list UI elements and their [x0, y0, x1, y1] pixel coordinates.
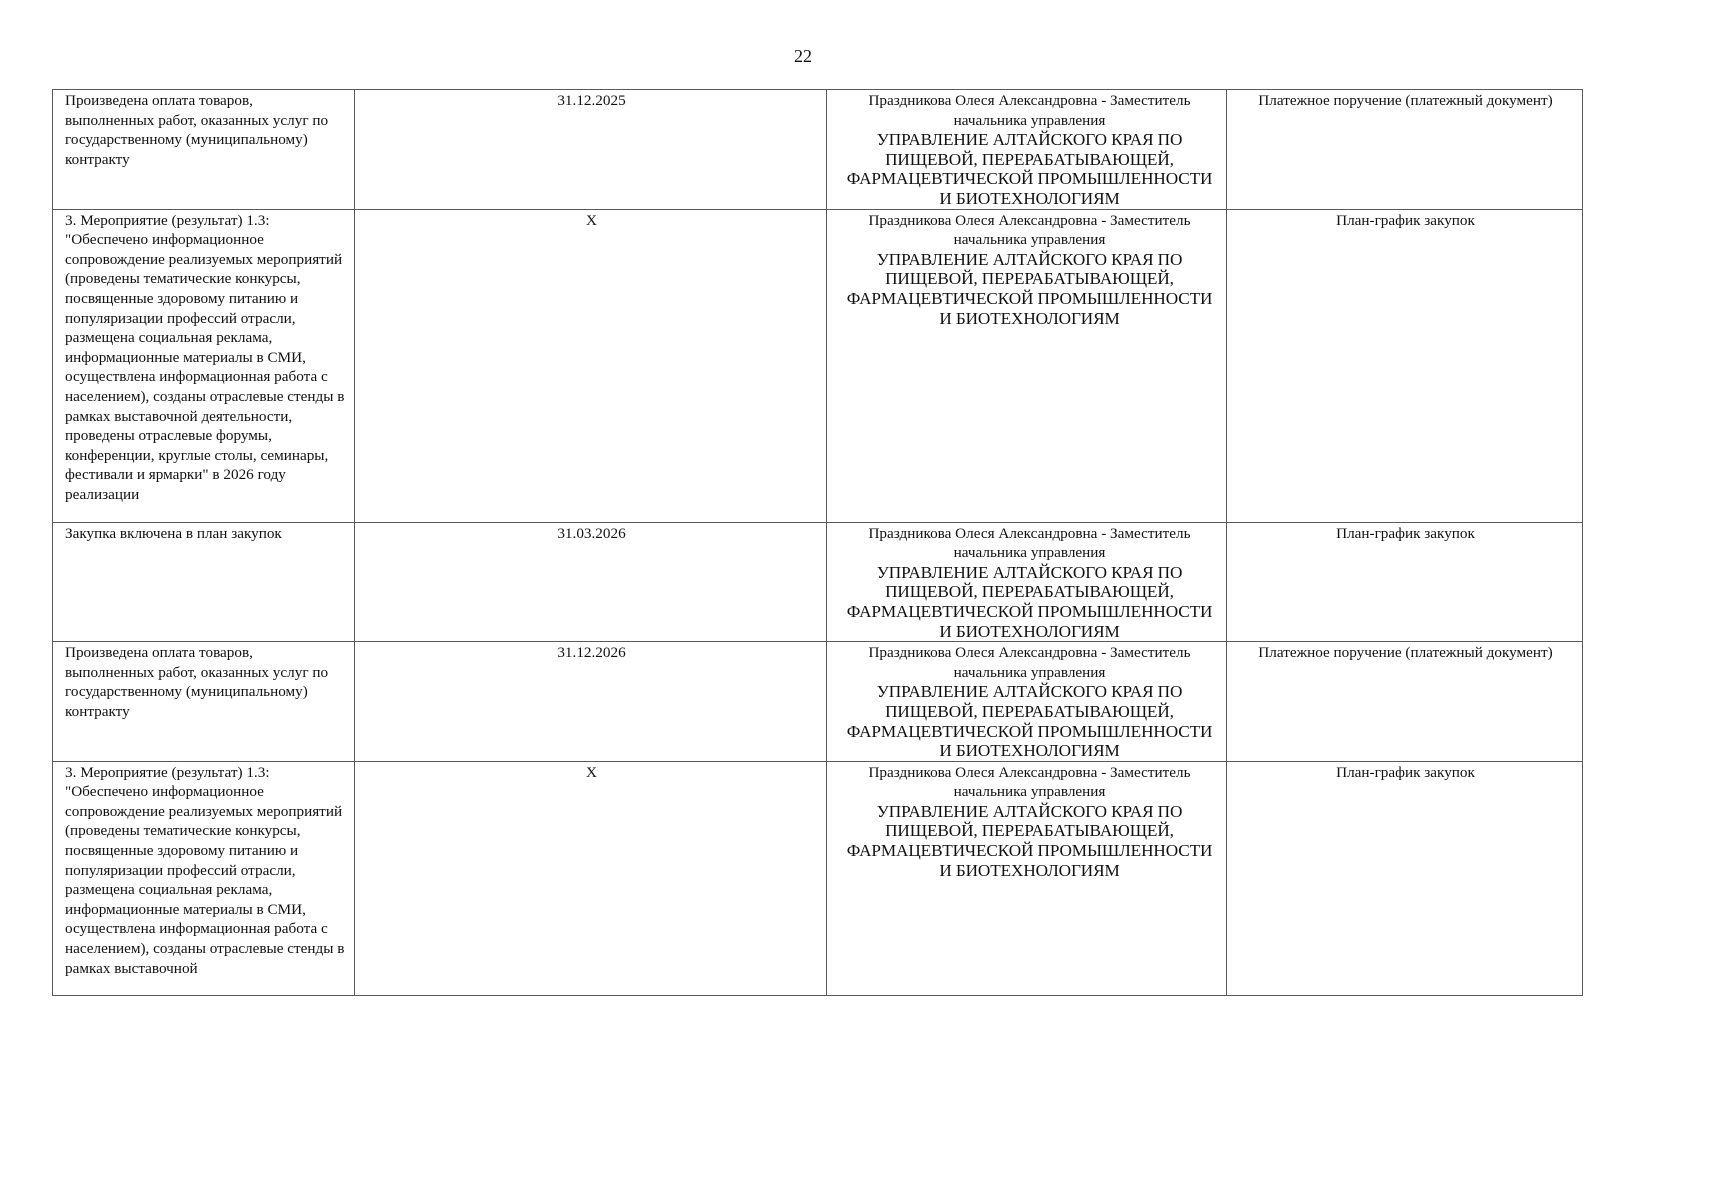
responsible-cell	[827, 522, 1227, 642]
responsible-cell	[827, 90, 1227, 210]
document-cell: План-график закупок	[1227, 761, 1583, 995]
document-cell: План-график закупок	[1227, 522, 1583, 642]
table-row	[53, 522, 1583, 642]
date-cell: 31.03.2026	[355, 522, 827, 642]
responsible-org: УПРАВЛЕНИЕ АЛТАЙСКОГО КРАЯ ПО ПИЩЕВОЙ, ПЕРЕРАБАТЫВАЮЩЕЙ, ФАРМАЦЕВТИЧЕСКОЙ ПРОМЫШЛЕННОСТИ И БИОТЕХНОЛОГИЯМ	[846, 130, 1213, 208]
responsible-org: УПРАВЛЕНИЕ АЛТАЙСКОГО КРАЯ ПО ПИЩЕВОЙ, ПЕРЕРАБАТЫВАЮЩЕЙ, ФАРМАЦЕВТИЧЕСКОЙ ПРОМЫШЛЕННОСТИ И БИОТЕХНОЛОГИЯМ	[846, 562, 1213, 641]
result-cell: Произведена оплата товаров, выполненных работ, оказанных услуг по государственному (муниципальному) контракту	[53, 90, 355, 210]
result-cell: 3. Мероприятие (результат) 1.3: "Обеспечено информационное сопровождение реализуемых мероприятий (проведены тематические конкурсы, посвященные здоровому питанию и популяризации профессий отрасли, размещена социальная реклама, информационные материалы в СМИ, осуществлена информационная работа с населением), созданы отраслевые стенды в рамках выставочной деятельности, проведены отраслевые форумы, конференции, круглые столы, семинары, фестивали и ярмарки" в 2026 году реализации	[53, 209, 355, 522]
responsible-person: Праздникова Олеся Александровна - Заместитель начальника управления	[868, 644, 1191, 681]
date-cell: X	[355, 761, 827, 995]
responsible-cell	[827, 761, 1227, 995]
result-cell: Произведена оплата товаров, выполненных работ, оказанных услуг по государственному (муниципальному) контракту	[53, 642, 355, 762]
responsible-person: Праздникова Олеся Александровна - Заместитель начальника управления	[868, 763, 1191, 801]
responsible-cell	[827, 209, 1227, 522]
responsible-person: Праздникова Олеся Александровна - Заместитель начальника управления	[868, 211, 1191, 249]
table-row	[53, 642, 1583, 762]
responsible-org: УПРАВЛЕНИЕ АЛТАЙСКОГО КРАЯ ПО ПИЩЕВОЙ, ПЕРЕРАБАТЫВАЮЩЕЙ, ФАРМАЦЕВТИЧЕСКОЙ ПРОМЫШЛЕННОСТИ И БИОТЕХНОЛОГИЯМ	[846, 801, 1213, 880]
table-row	[53, 761, 1583, 995]
responsible-person: Праздникова Олеся Александровна - Заместитель начальника управления	[868, 92, 1191, 129]
date-cell: X	[355, 209, 827, 522]
date-cell: 31.12.2026	[355, 642, 827, 762]
document-cell: Платежное поручение (платежный документ)	[1227, 90, 1583, 210]
document-cell: Платежное поручение (платежный документ)	[1227, 642, 1583, 762]
table-row	[53, 209, 1583, 522]
document-cell: План-график закупок	[1227, 209, 1583, 522]
result-cell: 3. Мероприятие (результат) 1.3: "Обеспечено информационное сопровождение реализуемых мероприятий (проведены тематические конкурсы, посвященные здоровому питанию и популяризации профессий отрасли, размещена социальная реклама, информационные материалы в СМИ, осуществлена информационная работа с населением), созданы отраслевые стенды в рамках выставочной	[53, 761, 355, 995]
table-row	[53, 90, 1583, 210]
responsible-org: УПРАВЛЕНИЕ АЛТАЙСКОГО КРАЯ ПО ПИЩЕВОЙ, ПЕРЕРАБАТЫВАЮЩЕЙ, ФАРМАЦЕВТИЧЕСКОЙ ПРОМЫШЛЕННОСТИ И БИОТЕХНОЛОГИЯМ	[846, 682, 1213, 761]
responsible-org: УПРАВЛЕНИЕ АЛТАЙСКОГО КРАЯ ПО ПИЩЕВОЙ, ПЕРЕРАБАТЫВАЮЩЕЙ, ФАРМАЦЕВТИЧЕСКОЙ ПРОМЫШЛЕННОСТИ И БИОТЕХНОЛОГИЯМ	[846, 249, 1213, 328]
result-cell: Закупка включена в план закупок	[53, 522, 355, 642]
date-cell: 31.12.2025	[355, 90, 827, 210]
page-number: 22	[794, 46, 812, 66]
plan-table	[52, 89, 1583, 996]
responsible-person: Праздникова Олеся Александровна - Заместитель начальника управления	[868, 524, 1191, 562]
responsible-cell	[827, 642, 1227, 762]
